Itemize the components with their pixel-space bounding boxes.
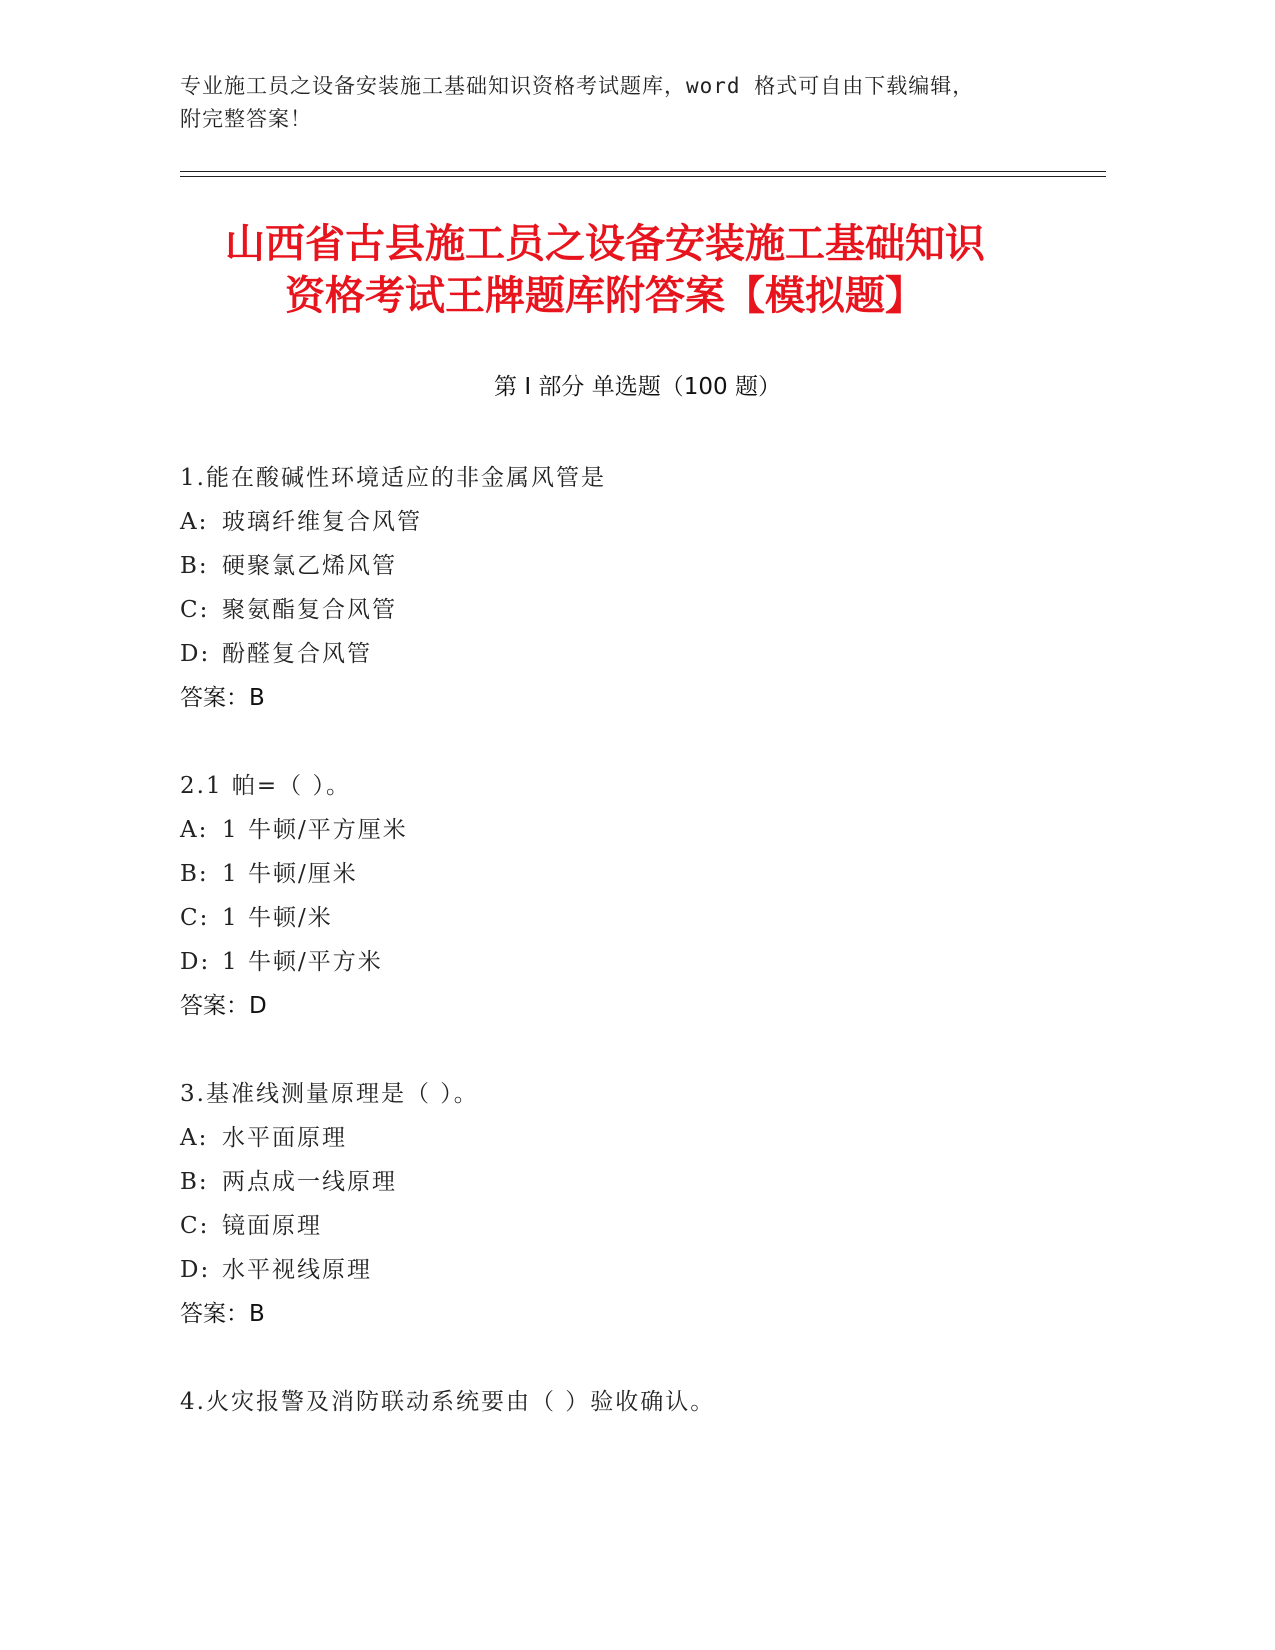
- option-c: [180, 1204, 1080, 1248]
- option-text: 1 牛顿/厘米: [222, 861, 358, 887]
- option-text: 1 牛顿/平方厘米: [222, 817, 408, 843]
- header-note-line-1: 专业施工员之设备安装施工基础知识资格考试题库，word 格式可自由下载编辑，: [180, 74, 975, 98]
- option-a: [180, 500, 1080, 544]
- answer-line: 答案：B: [180, 685, 265, 711]
- option-d: [180, 940, 1080, 984]
- question-2: [180, 764, 1080, 1028]
- answer-line: 答案：B: [180, 1301, 265, 1327]
- option-letter: C:: [180, 905, 210, 931]
- option-letter: D:: [180, 949, 211, 975]
- option-b: [180, 852, 1080, 896]
- option-letter: A:: [180, 817, 209, 843]
- question-stem: 4.火灾报警及消防联动系统要由（ ）验收确认。: [180, 1389, 716, 1415]
- option-d: [180, 632, 1080, 676]
- option-letter: C:: [180, 1213, 210, 1239]
- option-a: [180, 1116, 1080, 1160]
- option-text: 硬聚氯乙烯风管: [222, 553, 397, 579]
- document-title-line-1: 山西省古县施工员之设备安装施工基础知识: [225, 221, 985, 267]
- header-divider-top: [180, 171, 1106, 172]
- answer-line: 答案：D: [180, 993, 267, 1019]
- question-stem: 2.1 帕=（ ）。: [180, 773, 351, 799]
- option-letter: D:: [180, 1257, 211, 1283]
- question-4: [180, 1380, 1080, 1424]
- option-b: [180, 1160, 1080, 1204]
- question-3: [180, 1072, 1080, 1336]
- option-text: 镜面原理: [222, 1213, 322, 1239]
- option-letter: A:: [180, 1125, 209, 1151]
- question-stem: 1.能在酸碱性环境适应的非金属风管是: [180, 465, 606, 491]
- option-letter: D:: [180, 641, 211, 667]
- question-stem: 3.基准线测量原理是（ ）。: [180, 1081, 479, 1107]
- document-title-line-2: 资格考试王牌题库附答案【模拟题】: [285, 273, 925, 319]
- header-divider-bottom: [180, 176, 1106, 177]
- option-text: 水平视线原理: [222, 1257, 372, 1283]
- option-text: 聚氨酯复合风管: [222, 597, 397, 623]
- option-d: [180, 1248, 1080, 1292]
- option-letter: C:: [180, 597, 210, 623]
- section-heading: 第 I 部分 单选题（100 题）: [494, 374, 781, 400]
- option-text: 酚醛复合风管: [222, 641, 372, 667]
- option-b: [180, 544, 1080, 588]
- question-1: [180, 456, 1080, 720]
- option-c: [180, 588, 1080, 632]
- option-letter: B:: [180, 553, 209, 579]
- option-c: [180, 896, 1080, 940]
- option-text: 1 牛顿/米: [222, 905, 333, 931]
- option-text: 两点成一线原理: [222, 1169, 397, 1195]
- option-text: 1 牛顿/平方米: [222, 949, 383, 975]
- option-a: [180, 808, 1080, 852]
- document-title: [150, 218, 1060, 322]
- option-letter: B:: [180, 1169, 209, 1195]
- option-letter: A:: [180, 509, 209, 535]
- header-note: [180, 70, 1080, 136]
- header-note-line-2: 附完整答案！: [180, 107, 312, 131]
- option-text: 玻璃纤维复合风管: [222, 509, 422, 535]
- option-text: 水平面原理: [222, 1125, 347, 1151]
- question-list: [180, 456, 1080, 1468]
- option-letter: B:: [180, 861, 209, 887]
